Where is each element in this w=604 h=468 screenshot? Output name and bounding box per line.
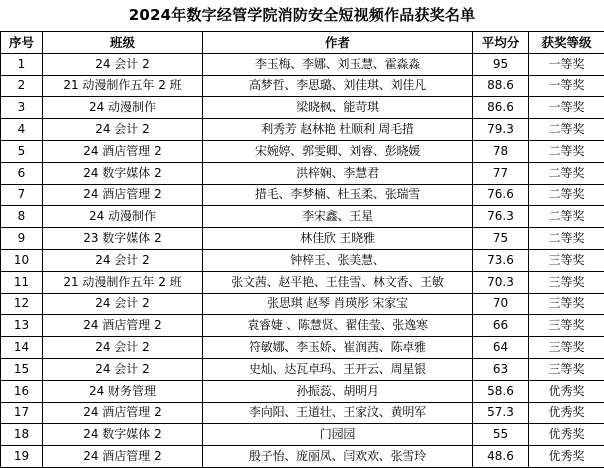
cell-award: 三等奖 [529, 293, 604, 315]
cell-award: 优秀奖 [529, 424, 604, 446]
cell-award: 二等奖 [529, 140, 604, 162]
cell-award: 三等奖 [529, 358, 604, 380]
cell-class: 24 酒店管理 2 [43, 315, 203, 337]
cell-score: 57.3 [473, 402, 529, 424]
table-row [1, 446, 604, 468]
cell-class: 24 数字媒体 2 [43, 162, 203, 184]
cell-authors: 李向阳、王道壮、王家汶、黄明军 [203, 402, 473, 424]
cell-no: 12 [1, 293, 43, 315]
table-row [1, 293, 604, 315]
cell-class: 24 会计 2 [43, 119, 203, 141]
cell-class: 24 酒店管理 2 [43, 402, 203, 424]
cell-no: 18 [1, 424, 43, 446]
cell-award: 二等奖 [529, 228, 604, 250]
cell-class: 24 会计 2 [43, 358, 203, 380]
cell-authors: 林佳欣 王晓雅 [203, 228, 473, 250]
cell-authors: 钟梓玉、张美慧、 [203, 249, 473, 271]
cell-score: 78 [473, 140, 529, 162]
cell-authors: 张思琪 赵琴 肖瑛彤 宋家宝 [203, 293, 473, 315]
cell-no: 17 [1, 402, 43, 424]
table-row [1, 97, 604, 119]
table-row [1, 119, 604, 141]
cell-score: 48.6 [473, 446, 529, 468]
cell-class: 23 数字媒体 2 [43, 228, 203, 250]
cell-authors: 孙振蕊、胡明月 [203, 380, 473, 402]
table-row [1, 380, 604, 402]
cell-class: 24 酒店管理 2 [43, 140, 203, 162]
cell-no: 8 [1, 206, 43, 228]
cell-score: 73.6 [473, 249, 529, 271]
cell-award: 三等奖 [529, 337, 604, 359]
table-row [1, 358, 604, 380]
table-row [1, 184, 604, 206]
cell-score: 55 [473, 424, 529, 446]
cell-authors: 梁晓枫、能苛琪 [203, 97, 473, 119]
cell-score: 77 [473, 162, 529, 184]
table-header-row [1, 32, 604, 54]
table-row [1, 402, 604, 424]
cell-score: 76.3 [473, 206, 529, 228]
cell-award: 一等奖 [529, 97, 604, 119]
cell-no: 16 [1, 380, 43, 402]
table-row [1, 271, 604, 293]
cell-award: 二等奖 [529, 162, 604, 184]
cell-class: 24 会计 2 [43, 293, 203, 315]
cell-score: 95 [473, 53, 529, 75]
cell-no: 3 [1, 97, 43, 119]
cell-no: 4 [1, 119, 43, 141]
cell-authors: 宋婉婷、郭雯卿、刘睿、彭晓媛 [203, 140, 473, 162]
table-row [1, 337, 604, 359]
cell-score: 76.6 [473, 184, 529, 206]
cell-no: 15 [1, 358, 43, 380]
cell-award: 优秀奖 [529, 402, 604, 424]
cell-authors: 殷子怡、庞丽凤、闫欢欢、张雪玲 [203, 446, 473, 468]
cell-class: 21 动漫制作五年 2 班 [43, 271, 203, 293]
cell-authors: 措毛、李梦楠、杜玉柔、张瑞雪 [203, 184, 473, 206]
cell-award: 三等奖 [529, 271, 604, 293]
cell-no: 9 [1, 228, 43, 250]
column-header-class: 班级 [43, 32, 203, 54]
column-header-award: 获奖等级 [529, 32, 604, 54]
cell-authors: 高梦哲、李思璐、刘佳琪、刘佳凡 [203, 75, 473, 97]
cell-class: 24 数字媒体 2 [43, 424, 203, 446]
column-header-score: 平均分 [473, 32, 529, 54]
cell-class: 24 酒店管理 2 [43, 184, 203, 206]
table-row [1, 315, 604, 337]
cell-score: 66 [473, 315, 529, 337]
cell-score: 75 [473, 228, 529, 250]
award-table [0, 31, 604, 468]
cell-authors: 利秀芳 赵林艳 杜顺利 周毛措 [203, 119, 473, 141]
cell-score: 79.3 [473, 119, 529, 141]
table-body [1, 53, 604, 467]
cell-class: 24 酒店管理 2 [43, 446, 203, 468]
cell-authors: 张文茜、赵平艳、王佳雪、林文香、王敏 [203, 271, 473, 293]
table-row [1, 162, 604, 184]
cell-no: 10 [1, 249, 43, 271]
cell-authors: 袁睿婕 、陈慧贤、翟佳莹、张逸寒 [203, 315, 473, 337]
cell-score: 63 [473, 358, 529, 380]
cell-score: 58.6 [473, 380, 529, 402]
cell-score: 88.6 [473, 75, 529, 97]
cell-score: 70.3 [473, 271, 529, 293]
cell-award: 优秀奖 [529, 380, 604, 402]
cell-award: 一等奖 [529, 53, 604, 75]
cell-no: 11 [1, 271, 43, 293]
cell-score: 86.6 [473, 97, 529, 119]
column-header-authors: 作者 [203, 32, 473, 54]
cell-authors: 李宋鑫、王星 [203, 206, 473, 228]
cell-award: 三等奖 [529, 315, 604, 337]
cell-award: 二等奖 [529, 184, 604, 206]
cell-no: 1 [1, 53, 43, 75]
cell-class: 24 动漫制作 [43, 206, 203, 228]
cell-award: 三等奖 [529, 249, 604, 271]
cell-class: 24 会计 2 [43, 249, 203, 271]
table-row [1, 228, 604, 250]
table-row [1, 75, 604, 97]
cell-no: 13 [1, 315, 43, 337]
table-row [1, 140, 604, 162]
table-row [1, 249, 604, 271]
cell-score: 70 [473, 293, 529, 315]
cell-award: 一等奖 [529, 75, 604, 97]
cell-class: 24 动漫制作 [43, 97, 203, 119]
page-title: 2024年数字经管学院消防安全短视频作品获奖名单 [0, 0, 604, 31]
cell-award: 二等奖 [529, 206, 604, 228]
cell-authors: 李玉梅、李娜、刘玉慧、霍淼淼 [203, 53, 473, 75]
cell-class: 24 会计 2 [43, 337, 203, 359]
cell-no: 6 [1, 162, 43, 184]
cell-no: 5 [1, 140, 43, 162]
table-row [1, 53, 604, 75]
cell-no: 19 [1, 446, 43, 468]
cell-authors: 洪梓娴、李慧君 [203, 162, 473, 184]
table-row [1, 424, 604, 446]
cell-award: 二等奖 [529, 119, 604, 141]
cell-class: 21 动漫制作五年 2 班 [43, 75, 203, 97]
cell-score: 64 [473, 337, 529, 359]
cell-authors: 门园园 [203, 424, 473, 446]
cell-authors: 史灿、达瓦卓玛、王开云、周星银 [203, 358, 473, 380]
cell-no: 14 [1, 337, 43, 359]
cell-no: 2 [1, 75, 43, 97]
cell-no: 7 [1, 184, 43, 206]
cell-class: 24 财务管理 [43, 380, 203, 402]
table-row [1, 206, 604, 228]
cell-authors: 符敏娜、李玉娇、崔润茜、陈卓雅 [203, 337, 473, 359]
column-header-no: 序号 [1, 32, 43, 54]
cell-class: 24 会计 2 [43, 53, 203, 75]
cell-award: 优秀奖 [529, 446, 604, 468]
